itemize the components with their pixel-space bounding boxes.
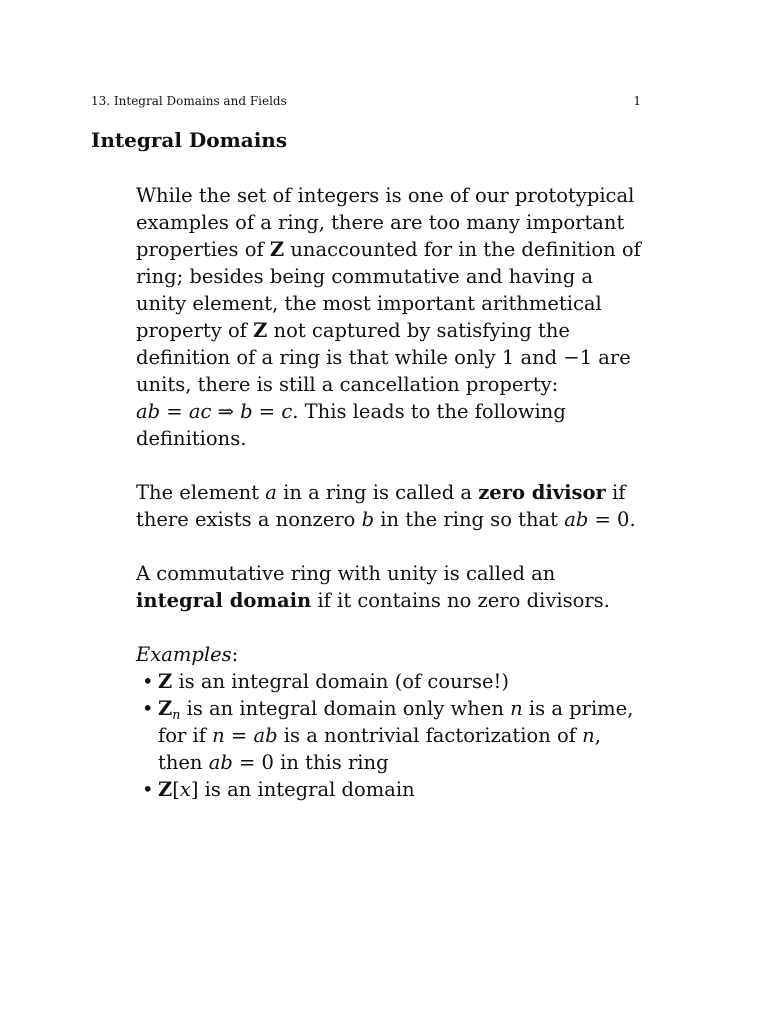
text-span: Examples	[136, 643, 232, 666]
text-span: is a nontrivial factorization of	[277, 724, 583, 747]
text-span: is an integral domain only when	[180, 697, 511, 720]
text-span: property of	[136, 319, 254, 342]
variable: x	[179, 778, 191, 801]
text-span: :	[231, 643, 239, 666]
text-span: The element	[136, 481, 266, 504]
text-line: units, there is still a cancellation property:	[136, 373, 559, 396]
text-span: properties of	[136, 238, 270, 261]
text-line	[136, 236, 696, 263]
subscript: n	[172, 706, 181, 722]
text-line: unity element, the most important arithmetical	[136, 292, 602, 315]
text-line	[158, 722, 696, 749]
variable: ab	[208, 751, 233, 774]
text-line: While the set of integers is one of our prototypical	[136, 184, 635, 207]
variable: ab	[253, 724, 278, 747]
variable: n	[212, 724, 225, 747]
variable: n	[582, 724, 595, 747]
text-line	[136, 317, 696, 344]
text-span: in the ring so that	[374, 508, 565, 531]
integers-symbol: Z	[158, 778, 173, 801]
text-span: [	[172, 778, 180, 801]
cancellation-formula: ab = ac ⇒ b = c	[136, 400, 293, 423]
text-span: = 0 in this ring	[232, 751, 389, 774]
chapter-title: 13. Integral Domains and Fields	[91, 94, 287, 108]
text-line	[158, 749, 696, 776]
text-line: definitions.	[136, 427, 247, 450]
zero-divisor-definition	[136, 479, 696, 533]
text-span: not captured by satisfying the	[267, 319, 570, 342]
text-span: is an integral domain	[198, 778, 415, 801]
integers-symbol: Z	[253, 319, 268, 342]
text-line	[136, 506, 696, 533]
running-header	[91, 93, 641, 109]
integers-symbol: Z	[158, 670, 173, 693]
text-line: ring; besides being commutative and having a	[136, 265, 594, 288]
variable: a	[265, 481, 277, 504]
list-item	[138, 776, 696, 803]
text-span: = 0.	[588, 508, 636, 531]
text-span: ,	[594, 724, 601, 747]
text-span: for if	[158, 724, 213, 747]
text-line	[158, 695, 696, 722]
text-span: unaccounted for in the definition of	[284, 238, 641, 261]
text-line: definition of a ring is that while only 1 and −1 are	[136, 346, 631, 369]
text-span: is a prime,	[522, 697, 634, 720]
text-span: in a ring is called a	[276, 481, 479, 504]
examples-block	[136, 641, 696, 803]
text-span: then	[158, 751, 209, 774]
text-span: if	[605, 481, 626, 504]
variable: ab	[564, 508, 589, 531]
integers-mod-n-symbol: Z	[158, 697, 173, 720]
section-title: Integral Domains	[91, 128, 288, 152]
text-line: examples of a ring, there are too many important	[136, 211, 625, 234]
integers-symbol: Z	[269, 238, 285, 261]
list-item	[138, 668, 696, 695]
defined-term: integral domain	[136, 589, 312, 612]
defined-term: zero divisor	[478, 481, 606, 504]
list-item	[138, 695, 696, 776]
text-span: if it contains no zero divisors.	[311, 589, 610, 612]
intro-paragraph	[136, 182, 696, 452]
variable: b	[361, 508, 375, 531]
text-span: there exists a nonzero	[136, 508, 362, 531]
text-span: ]	[190, 778, 199, 801]
text-line	[136, 398, 696, 425]
integral-domain-definition	[136, 560, 696, 614]
text-span: is an integral domain (of course!)	[172, 670, 509, 693]
text-span: =	[224, 724, 254, 747]
text-line: A commutative ring with unity is called an	[136, 562, 556, 585]
text-line	[136, 479, 696, 506]
examples-heading	[136, 641, 696, 668]
document-body	[136, 182, 696, 803]
text-span: . This leads to the following	[292, 400, 566, 423]
text-line	[136, 587, 696, 614]
variable: n	[510, 697, 523, 720]
examples-list	[136, 668, 696, 803]
page-number: 1	[633, 94, 641, 108]
